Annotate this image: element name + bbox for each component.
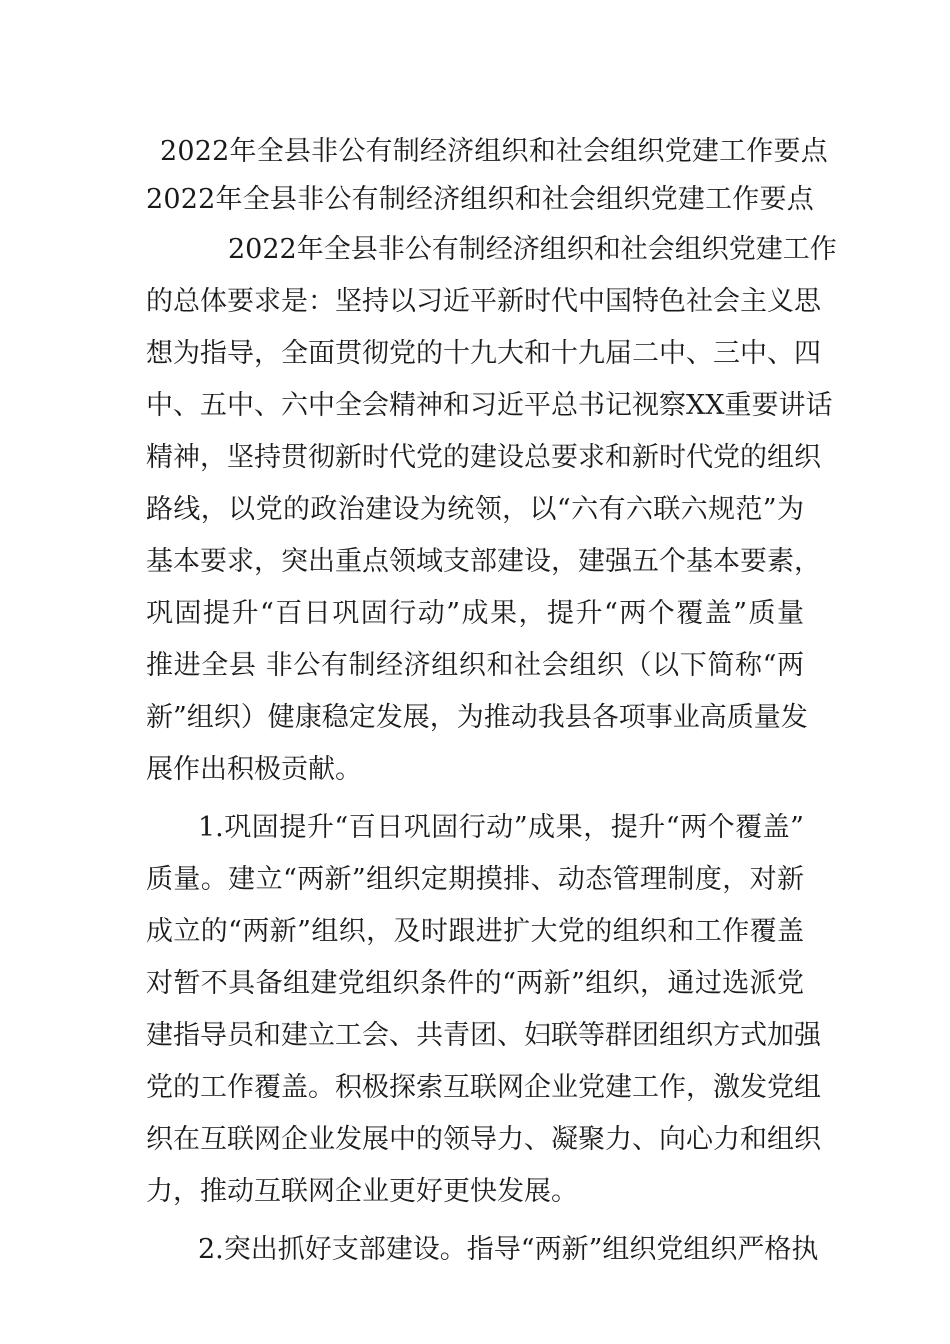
paragraph-1-line: 基本要求，突出重点领域支部建设，建强五个基本要素， xyxy=(146,546,821,577)
paragraph-3-line: 2.突出抓好支部建设。指导“两新”组织党组织严格执 xyxy=(198,1234,819,1265)
paragraph-2-line: 对暂不具备组建党组织条件的“两新”组织，通过选派党 xyxy=(146,968,804,999)
paragraph-2-line: 建指导员和建立工会、共青团、妇联等群团组织方式加强 xyxy=(146,1020,821,1051)
paragraph-2-line: 织在互联网企业发展中的领导力、凝聚力、向心力和组织 xyxy=(146,1124,821,1155)
paragraph-1-line: 的总体要求是：坚持以习近平新时代中国特色社会主义思 xyxy=(146,286,821,317)
document-title-repeat: 2022年全县非公有制经济组织和社会组织党建工作要点 xyxy=(146,184,814,215)
paragraph-1-line: 新”组织）健康稳定发展，为推动我县各项事业高质量发 xyxy=(146,702,808,733)
paragraph-1-line: 展作出积极贡献。 xyxy=(146,754,362,785)
paragraph-2-line: 成立的“两新”组织，及时跟进扩大党的组织和工作覆盖 xyxy=(146,916,804,947)
paragraph-2-line: 力，推动互联网企业更好更快发展。 xyxy=(146,1176,578,1207)
paragraph-2-line: 质量。建立“两新”组织定期摸排、动态管理制度，对新 xyxy=(146,864,804,895)
paragraph-1-line: 中、五中、六中全会精神和习近平总书记视察XX重要讲话 xyxy=(146,390,833,421)
paragraph-2-line: 1.巩固提升“百日巩固行动”成果，提升“两个覆盖” xyxy=(198,812,804,843)
paragraph-1-line: 巩固提升“百日巩固行动”成果，提升“两个覆盖”质量 xyxy=(146,598,804,629)
paragraph-2-line: 党的工作覆盖。积极探索互联网企业党建工作，激发党组 xyxy=(146,1072,821,1103)
document-title: 2022年全县非公有制经济组织和社会组织党建工作要点 xyxy=(160,136,828,167)
paragraph-1-line: 2022年全县非公有制经济组织和社会组织党建工作 xyxy=(228,234,837,265)
paragraph-1-line: 精神，坚持贯彻新时代党的建设总要求和新时代党的组织 xyxy=(146,442,821,473)
paragraph-1-line: 路线，以党的政治建设为统领，以“六有六联六规范”为 xyxy=(146,494,804,525)
paragraph-1-line: 想为指导，全面贯彻党的十九大和十九届二中、三中、四 xyxy=(146,338,821,369)
paragraph-1-line: 推进全县 非公有制经济组织和社会组织（以下简称“两 xyxy=(146,650,804,681)
